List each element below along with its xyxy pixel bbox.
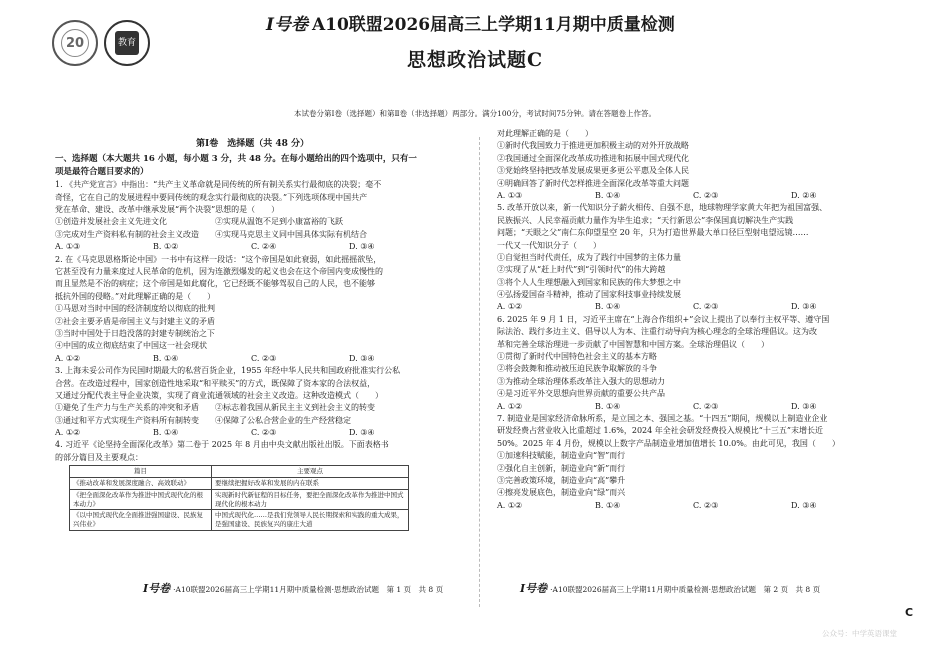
question-statement: ①自觉担当时代责任，成为了践行中国梦的主体力量	[497, 252, 681, 262]
question-text: 2. 在《马克思恩格斯论中国》一书中有这样一段话：“这个帝国是如此衰弱，如此摇摇欲坠，	[55, 254, 382, 264]
question-text: 一代又一代知识分子（ ）	[497, 240, 601, 250]
question-text: 4. 习近平《论坚持全面深化改革》第二卷于 2025 年 8 月由中央文献出版社出版。下面表格书	[55, 440, 389, 450]
option-c: C. ②③	[251, 353, 277, 363]
option-a: A. ①②	[497, 401, 523, 411]
question-statement: ①避免了生产力与生产关系的冲突和矛盾 ②标志着我国从新民主主义到社会主义的转变	[55, 403, 375, 413]
question-text: 对此理解正确的是（ ）	[497, 129, 593, 138]
footer-text: ·A10联盟2026届高三上学期11月期中质量检测·思想政治试题 第 2 页 共 8 页	[550, 585, 821, 594]
question-text: 又通过分配代表主导企业决策，实现了商业流通领域的社会主义改造。这种改造模式（ ）	[55, 390, 383, 400]
question-7	[497, 413, 892, 512]
question-text: 它甚至没有力量来度过人民革命的危机，因为连激烈爆发的起义也会在这个帝国内变成慢性的	[55, 267, 383, 277]
option-c: C. ②④	[251, 242, 277, 252]
section-title: 第Ⅰ卷 选择题（共 48 分）	[195, 139, 309, 149]
question-statement: ③当时中国处于日趋没落的封建专制统治之下	[55, 328, 215, 338]
option-b: B. ①④	[595, 302, 621, 312]
question-text: 党在革命、建设、改革中继承发展“两个决裂”思想的是（ ）	[55, 205, 280, 215]
question-statement: ③为推动全球治理体系改革注入强大的思想动力	[497, 376, 665, 386]
question-statement: ④明确回答了新时代怎样推进全面深化改革等重大问题	[497, 178, 689, 188]
question-statement: ①贯彻了新时代中国特色社会主义的基本方略	[497, 352, 657, 362]
table-header-row	[70, 466, 409, 478]
table-header: 主要观点	[212, 466, 409, 478]
answer-options	[497, 401, 892, 413]
table-cell: 《把全面深化改革作为推进中国式现代化的根本动力》	[70, 489, 212, 510]
question-statement: ④是习近平外交思想向世界贡献的重要公共产品	[497, 389, 665, 399]
answer-options	[497, 301, 892, 313]
question-2	[55, 254, 450, 366]
watermark: 公众号：中学英语课堂	[822, 629, 897, 638]
article-table	[69, 465, 409, 531]
answer-options	[55, 427, 450, 439]
option-b: B. ①④	[595, 500, 621, 510]
option-a: A. ①②	[55, 353, 81, 363]
question-text: 革和完善全球治理进一步贡献了中国智慧和中国方案。全球治理倡议（ ）	[497, 339, 769, 349]
answer-options	[497, 500, 892, 512]
option-a: A. ①②	[497, 500, 523, 510]
question-4-continued	[497, 128, 892, 202]
question-text: 民族振兴、人民幸福贡献力量作为毕生追求；“天行新思公”李保国真切解决生产实践	[497, 215, 794, 225]
question-statement: ③将个人人生理想融入到国家和民族的伟大梦想之中	[497, 277, 681, 287]
table-row	[70, 489, 409, 510]
option-d: D. ③④	[791, 302, 817, 312]
question-statement: ④中国的成立彻底结束了中国这一社会现状	[55, 341, 207, 351]
option-b: B. ①②	[153, 242, 179, 252]
question-6	[497, 314, 892, 413]
question-statement: ③通过和平方式实现生产资料所有制转变 ④保障了公私合营企业的生产经营稳定	[55, 415, 351, 425]
footer-text: ·A10联盟2026届高三上学期11月期中质量检测·思想政治试题 第 1 页 共 8 页	[173, 585, 444, 594]
question-5	[497, 202, 892, 314]
option-c: C. ②③	[693, 190, 719, 200]
option-d: D. ③④	[349, 428, 375, 438]
option-b: B. ①④	[153, 353, 179, 363]
question-text: 6. 2025 年 9 月 1 日，习近平主席在“上海合作组织+”会议上提出了以奉行主权平等、遵守国	[497, 314, 830, 324]
question-statement: ④擦亮发展底色，制造业向“绿”而兴	[497, 488, 626, 498]
page-2-column	[497, 128, 892, 512]
question-statement: ①新时代我国致力于推进更加积极主动的对外开放战略	[497, 141, 689, 151]
question-text: 问题；“天眼之父”南仁东仰望星空 20 年，只为打造世界最大单口径巨型射电望远镜……	[497, 228, 809, 238]
table-cell: 《以中国式现代化全面推进强国建设、民族复兴伟业》	[70, 510, 212, 531]
part-instruction: 一、选择题（本大题共 16 小题，每小题 3 分，共 48 分。在每小题给出的四个选项中，只有一	[55, 153, 417, 164]
option-a: A. ①②	[55, 428, 81, 438]
page-2-footer	[520, 580, 820, 597]
question-statement: ①加速科技赋能，制造业向“智”而行	[497, 451, 626, 461]
option-d: D. ②④	[791, 190, 817, 200]
table-cell: 《推动改革和发展深度融合、高效联动》	[70, 478, 212, 490]
table-cell: 实现新时代新征程的目标任务，要把全面深化改革作为推进中国式现代化的根本动力	[212, 489, 409, 510]
brand-mark: I号卷	[266, 15, 308, 35]
option-d: D. ③④	[349, 242, 375, 252]
option-d: D. ③④	[791, 401, 817, 411]
question-statement: ②将会鼓舞和推动被压迫民族争取解放的斗争	[497, 364, 657, 374]
version-mark: C	[905, 606, 914, 619]
question-text: 研发经费占营业收入比重超过 1.6%，2024 年全社会研发经费投入规模比“十三五”末增长近	[497, 426, 823, 436]
table-cell: 中国式现代化……是我们党领导人民长期探索和实践的重大成果，是强国建设、民族复兴的康庄大道	[212, 510, 409, 531]
option-b: B. ①④	[595, 190, 621, 200]
question-text: 50%。2025 年 4 月份，规模以上数字产品制造业增加值增长 10.0%。由此可见，我国（ ）	[497, 438, 840, 448]
option-c: C. ②③	[693, 401, 719, 411]
question-text: 合营。在改造过程中，国家创造性地采取“和平赎买”的方式，既保障了资本家的合法权益，	[55, 378, 376, 388]
question-text: 3. 上海未妥公司作为民国时期最大的私营百货企业，1955 年经中华人民共和国政府批准实行公私	[55, 366, 401, 376]
part-instruction: 项是最符合题目要求的）	[55, 167, 149, 178]
exam-intro: 本试卷分第Ⅰ卷（选择题）和第Ⅱ卷（非选择题）两部分。满分100分，考试时间75分钟。请在答题卷上作答。	[294, 109, 656, 118]
table-row	[70, 510, 409, 531]
question-text: 而且显然是不治的病症；这个帝国是如此腐化，它已经既不能够驾驭自己的人民，也不能够	[55, 279, 375, 289]
question-statement: ③完成对生产资料私有制的社会主义改造 ④实现马克思主义同中国具体实际有机结合	[55, 229, 367, 239]
page-1-footer	[143, 580, 443, 597]
answer-options	[497, 190, 892, 202]
education-logo-text: 教育	[115, 31, 139, 55]
question-4	[55, 439, 450, 530]
question-statement: ①马恩对当时中国的经济制度给以彻底的批判	[55, 304, 215, 314]
exam-title-text: A10联盟2026届高三上学期11月期中质量检测	[311, 15, 675, 35]
question-statement: ①创造并发展社会主义先进文化 ②实现从温饱不足到小康富裕的飞跃	[55, 217, 343, 227]
question-text: 奇怪，它在自己的发展进程中要同传统的观念实行最彻底的决裂。”下列选项体现中国共产	[55, 192, 368, 202]
question-text: 1. 《共产党宣言》中指出：“共产主义革命就是同传统的所有制关系实行最彻底的决裂；毫不	[55, 180, 382, 190]
answer-options	[55, 241, 450, 253]
question-statement: ③完善政策环境，制造业向“高”攀升	[497, 475, 626, 485]
page-1-column	[55, 138, 450, 531]
question-statement: ②实现了从“赶上时代”到“引领时代”的伟大跨越	[497, 265, 666, 275]
option-a: A. ①③	[497, 190, 523, 200]
question-text: 7. 制造业是国家经济命脉所系，是立国之本、强国之基。“十四五”期间，规模以上制造业企业	[497, 413, 828, 423]
table-row	[70, 478, 409, 490]
question-1	[55, 179, 450, 253]
option-a: A. ①②	[497, 302, 523, 312]
option-c: C. ②③	[693, 500, 719, 510]
question-statement: ④弘扬爱国奋斗精神，推动了国家科技事业持续发展	[497, 290, 681, 300]
option-a: A. ①③	[55, 242, 81, 252]
question-text: 5. 改革开放以来，新一代知识分子薪火相传、自强不息，地球物理学家黄大年把为祖国富强、	[497, 203, 828, 213]
table-header: 篇目	[70, 466, 212, 478]
table-cell: 要继续把握好改革和发展的内在联系	[212, 478, 409, 490]
question-text: 际法治、践行多边主义、倡导以人为本、注重行动导向为核心理念的全球治理倡议。这为改	[497, 327, 817, 337]
alliance-logo-text: 20	[61, 29, 89, 57]
option-d: D. ③④	[349, 353, 375, 363]
answer-options	[55, 353, 450, 365]
option-b: B. ①④	[153, 428, 179, 438]
column-divider	[479, 137, 480, 607]
question-statement: ②社会主要矛盾是帝国主义与封建主义的矛盾	[55, 316, 215, 326]
option-c: C. ②③	[251, 428, 277, 438]
question-3	[55, 365, 450, 439]
option-c: C. ②③	[693, 302, 719, 312]
subject-title: 思想政治试题C	[406, 49, 544, 71]
question-text: 的部分篇目及主要观点：	[55, 452, 143, 462]
footer-brand: I号卷	[143, 582, 171, 595]
question-statement: ③党始终坚持把改革发展成果更多更公平惠及全体人民	[497, 166, 689, 176]
option-b: B. ①④	[595, 401, 621, 411]
option-d: D. ③④	[791, 500, 817, 510]
question-text: 抵抗外国的侵略。”对此理解正确的是（ ）	[55, 291, 216, 301]
question-statement: ②我国通过全面深化改革成功推进和拓展中国式现代化	[497, 153, 689, 163]
footer-brand: I号卷	[520, 582, 548, 595]
question-statement: ②强化自主创新，制造业向“新”而行	[497, 463, 626, 473]
exam-title	[266, 12, 746, 38]
